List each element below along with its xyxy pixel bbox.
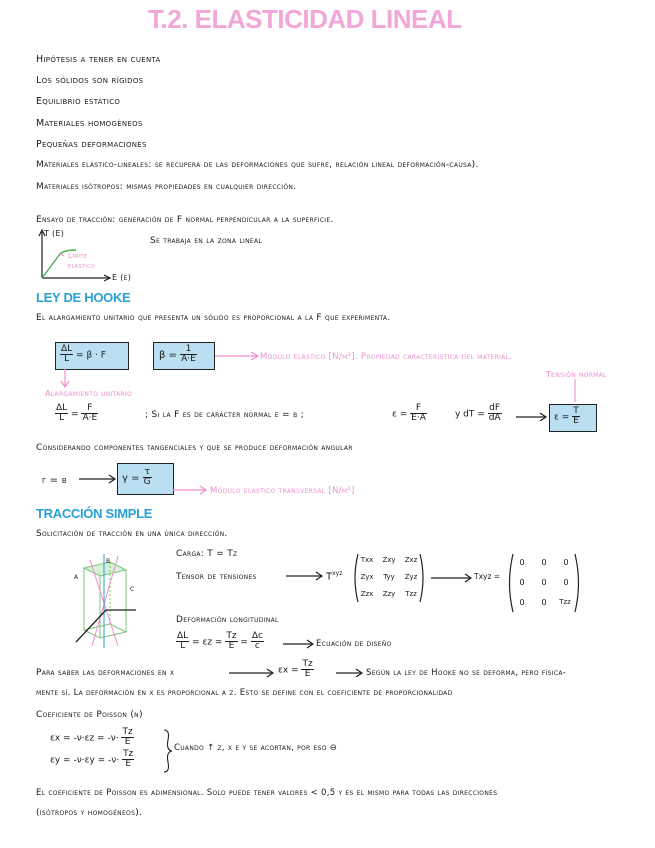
arrow-to-tensor bbox=[285, 570, 325, 582]
ld-a-den: L bbox=[180, 641, 186, 652]
ld-b-den: E bbox=[228, 641, 235, 652]
hypothesis-item: Materiales homogéneos bbox=[36, 118, 143, 129]
ex-lhs: εx = bbox=[278, 665, 299, 676]
poisson-final-2: (isótropos y homogéneos). bbox=[36, 808, 143, 818]
tensor-T: T bbox=[326, 571, 333, 583]
poisson-line1: Para saber las deformaciones en x bbox=[36, 668, 175, 678]
poisson-heading: Coeficiente de Poisson (ν) bbox=[36, 710, 143, 720]
tensor-cell: Zxy bbox=[382, 556, 396, 564]
elastic-linear-line: Materiales elástico-lineales: se recupera de las deformaciones que sufre, relación lineal deformación-causa). bbox=[36, 160, 479, 170]
cube-label-b: b bbox=[106, 556, 111, 565]
tensor-cell: Txx bbox=[360, 556, 374, 564]
eq3-den: L bbox=[59, 413, 65, 424]
poisson-eq-y bbox=[50, 750, 134, 770]
eqx-num: Tz bbox=[122, 727, 133, 737]
result-cell: 0 bbox=[563, 558, 569, 567]
gamma-lhs: γ = β bbox=[42, 475, 67, 486]
eq3-num: ΔL bbox=[56, 403, 68, 413]
hypotheses-heading: Hipótesis a tener en cuenta bbox=[36, 54, 161, 65]
tensor-label: Tensor de tensiones bbox=[176, 572, 257, 582]
simple-statement: Solicitación de tracción en una única dirección. bbox=[36, 529, 228, 539]
prism-diagram bbox=[70, 550, 142, 650]
gamma-num: τ bbox=[144, 467, 150, 477]
tensor-symbol bbox=[326, 570, 342, 582]
isotropic-line: Materiales isótropos: mismas propiedades en cualquier dirección. bbox=[36, 182, 297, 192]
beta-lhs: β = bbox=[159, 349, 177, 361]
elastic-limit-label-2: elástico bbox=[68, 262, 96, 270]
tensor-cell: Tyy bbox=[383, 573, 395, 581]
ld-c-num: Δc bbox=[251, 631, 263, 641]
hooke-heading: LEY DE HOOKE bbox=[36, 290, 131, 305]
result-cell: 0 bbox=[519, 598, 525, 607]
unit-elongation-label: Alargamiento unitario bbox=[45, 389, 133, 398]
eqx-text: εx = -ν·εz = -ν· bbox=[50, 733, 119, 744]
eq5-den: dA bbox=[488, 413, 501, 424]
arrow-to-modulus bbox=[213, 349, 263, 363]
result-symbol: Txyz = bbox=[474, 572, 501, 581]
beta-box bbox=[153, 342, 215, 370]
eq4-lhs: ε = bbox=[392, 409, 408, 420]
result-cell: 0 bbox=[519, 578, 525, 587]
normal-stress-label: Tensión normal bbox=[546, 370, 607, 379]
beta-num: 1 bbox=[180, 345, 197, 355]
hooke-eq5 bbox=[455, 404, 502, 424]
cube-label-c: c bbox=[130, 584, 135, 593]
hypothesis-item: Los sólidos son rígidos bbox=[36, 75, 144, 86]
ex-den: E bbox=[304, 669, 311, 680]
design-eq-label: Ecuación de diseño bbox=[316, 639, 392, 649]
gamma-box bbox=[117, 463, 174, 495]
eq1-num: ΔL bbox=[61, 344, 73, 354]
linear-zone-note: Se trabaja en la zona lineal bbox=[150, 236, 263, 246]
arrow-down bbox=[58, 368, 72, 390]
result-cell: 0 bbox=[541, 558, 547, 567]
poisson-eq-x bbox=[50, 728, 134, 748]
arrow-to-ex bbox=[228, 667, 276, 679]
stress-tensor-matrix bbox=[352, 552, 426, 604]
tensor-cell: Zzy bbox=[382, 590, 396, 598]
eq6-den: E bbox=[573, 416, 579, 427]
elastic-limit-label: Límite bbox=[68, 252, 88, 260]
result-cell: Tzz bbox=[559, 598, 571, 606]
ex-eq bbox=[278, 660, 314, 680]
simple-heading: TRACCIÓN SIMPLE bbox=[36, 506, 153, 521]
load-label: Carga: T = Tz bbox=[176, 549, 238, 559]
eq5-lhs: y dT = bbox=[455, 409, 485, 420]
tension-test-text: Ensayo de tracción: generación de F normal perpendicular a la superficie. bbox=[36, 215, 334, 225]
brace-note: Cuando ↑ z, x e y se acortan, por eso ⊖ bbox=[174, 743, 338, 753]
eq3-mid-den: A·E bbox=[82, 413, 98, 424]
arrow-to-design bbox=[282, 638, 316, 650]
shear-modulus-note: Módulo elástico transversal [N/m²] bbox=[210, 486, 355, 496]
eqy-num: Tz bbox=[123, 749, 134, 759]
hooke-eq3: $\frac{\Delta L}{L}$ = $\frac{F}{A\cdot E}$ bbox=[56, 403, 98, 424]
eq4-den: E·A bbox=[411, 413, 426, 424]
eqy-text: εy = -ν·εy = -ν· bbox=[50, 755, 120, 766]
tensor-cell: Zyx bbox=[360, 573, 374, 581]
hooke-eq4 bbox=[392, 404, 427, 424]
tensor-cell: Zyz bbox=[404, 573, 418, 581]
eq6-lhs: ε = bbox=[554, 412, 570, 423]
beta-den: A·E bbox=[181, 354, 196, 365]
poisson-line1b-b: mente sí. La deformación en x es proporcional a z. Esto se define con el coeficiente de proporcionalidad bbox=[36, 688, 453, 698]
eqy-den: E bbox=[125, 759, 132, 770]
result-cell: 0 bbox=[541, 578, 547, 587]
eq3-text: ; Si la F es de carácter normal ε = β ; bbox=[145, 410, 304, 420]
graph-x-label: E (ε) bbox=[112, 273, 132, 282]
eq3-mid-num: F bbox=[81, 404, 98, 414]
eq1-rest: = β · F bbox=[76, 350, 106, 361]
hooke-box-1 bbox=[55, 342, 129, 370]
tensor-cell: Tzz bbox=[405, 590, 417, 598]
hypothesis-item: Pequeñas deformaciones bbox=[36, 139, 147, 150]
result-matrix bbox=[506, 552, 582, 614]
ld-b-num: Tz bbox=[226, 631, 237, 641]
arrow-to-result bbox=[430, 572, 474, 584]
eq4-num: F bbox=[410, 404, 427, 414]
stress-box bbox=[549, 404, 597, 432]
hypothesis-item: Equilibrio estático bbox=[36, 96, 121, 107]
arrow-to-hooke-note bbox=[335, 667, 365, 679]
ex-num: Tz bbox=[302, 659, 313, 669]
result-cell: 0 bbox=[541, 598, 547, 607]
tangential-line: Considerando componentes tangenciales y que se produce deformación angular bbox=[36, 443, 353, 453]
arrow-to-shear bbox=[172, 484, 210, 496]
brace bbox=[160, 728, 174, 774]
pink-arrow-stress bbox=[570, 378, 580, 404]
graph-y-label: T (E) bbox=[44, 229, 65, 238]
ld-a-num: ΔL bbox=[177, 631, 189, 641]
poisson-line1b-a: Según la ley de Hooke no se deforma, pero física- bbox=[366, 668, 567, 678]
gamma-den: G bbox=[143, 477, 151, 488]
long-def-eq: $\frac{\Delta L}{L}$ = εz = $\frac{Tz}{E}$ = $\frac{\Delta c}{c}$ bbox=[177, 631, 263, 652]
result-cell: 0 bbox=[519, 558, 525, 567]
eq6-num: T bbox=[573, 406, 579, 416]
gamma-eq-lhs: γ = bbox=[122, 472, 140, 484]
cube-label-a: a bbox=[74, 572, 79, 581]
eq1-den: L bbox=[64, 354, 70, 365]
tensor-sup: xyz bbox=[332, 570, 343, 577]
result-cell: 0 bbox=[563, 578, 569, 587]
long-def-label: Deformación longitudinal bbox=[176, 615, 279, 625]
eq5-num: dF bbox=[489, 403, 501, 413]
hooke-statement: El alargamiento unitario que presenta un sólido es proporcional a la F que experimenta. bbox=[36, 313, 391, 323]
tensor-cell: Zzx bbox=[360, 590, 374, 598]
ld-mid: = εz = bbox=[192, 637, 223, 648]
modulus-note: Módulo elástico [N/m²]. Propiedad característica del material. bbox=[260, 352, 513, 362]
arrow-to-gamma bbox=[78, 473, 118, 485]
arrow-to-stress bbox=[515, 411, 549, 423]
poisson-final-1: El coeficiente de Poisson es adimensional. Solo puede tener valores < 0,5 y es el mismo para todas las direcciones bbox=[36, 788, 498, 798]
page-title: T.2. ELASTICIDAD LINEAL bbox=[148, 4, 462, 34]
ld-c-den: c bbox=[254, 641, 260, 652]
tensor-cell: Zxz bbox=[404, 556, 418, 564]
eqx-den: E bbox=[124, 737, 131, 748]
